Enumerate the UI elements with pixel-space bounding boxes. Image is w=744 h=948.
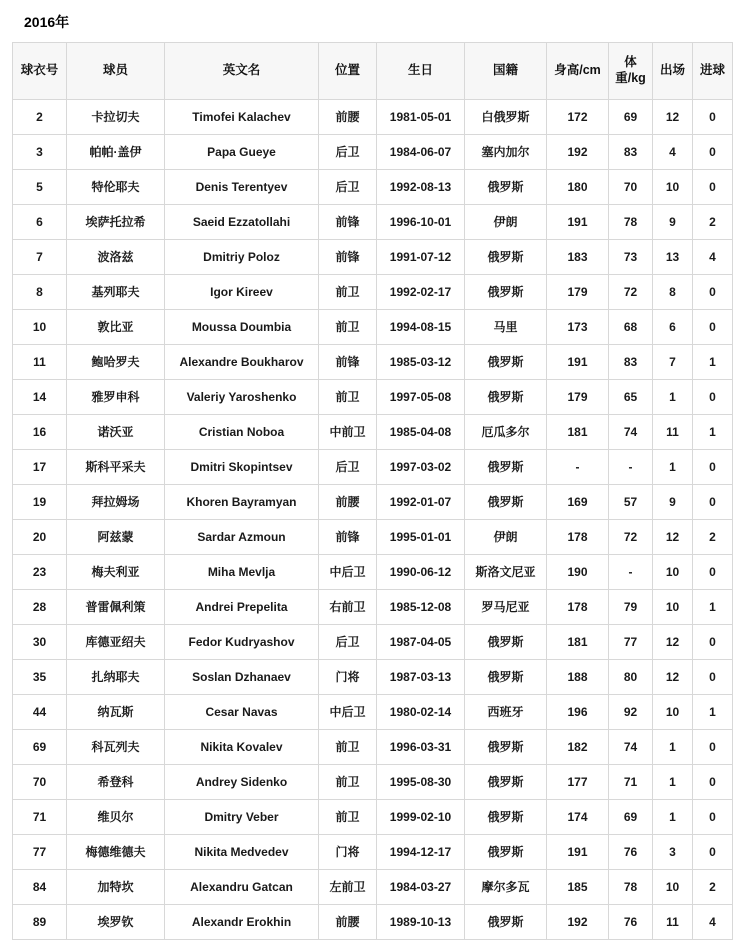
table-row — [13, 345, 733, 380]
table-row — [13, 835, 733, 870]
cell-position: 前锋 — [319, 240, 377, 275]
cell-appearances: 7 — [653, 345, 693, 380]
cell-weight: - — [609, 450, 653, 485]
cell-appearances: 8 — [653, 275, 693, 310]
cell-birthday: 1992-02-17 — [377, 275, 465, 310]
cell-position: 后卫 — [319, 625, 377, 660]
cell-height: 190 — [547, 555, 609, 590]
cell-english-name: Denis Terentyev — [165, 170, 319, 205]
cell-position: 左前卫 — [319, 870, 377, 905]
cell-weight: 77 — [609, 625, 653, 660]
table-row — [13, 100, 733, 135]
cell-goals: 0 — [693, 660, 733, 695]
cell-position: 中后卫 — [319, 695, 377, 730]
cell-height: 178 — [547, 520, 609, 555]
cell-birthday: 1985-03-12 — [377, 345, 465, 380]
cell-player: 敦比亚 — [67, 310, 165, 345]
cell-english-name: Andrey Sidenko — [165, 765, 319, 800]
cell-position: 后卫 — [319, 170, 377, 205]
cell-goals: 2 — [693, 870, 733, 905]
cell-appearances: 6 — [653, 310, 693, 345]
cell-player: 基列耶夫 — [67, 275, 165, 310]
cell-birthday: 1985-04-08 — [377, 415, 465, 450]
cell-shirt-number: 14 — [13, 380, 67, 415]
cell-goals: 0 — [693, 555, 733, 590]
cell-appearances: 10 — [653, 170, 693, 205]
cell-position: 前腰 — [319, 905, 377, 940]
roster-table — [12, 42, 733, 940]
table-row — [13, 450, 733, 485]
cell-height: 173 — [547, 310, 609, 345]
cell-position: 前卫 — [319, 765, 377, 800]
cell-height: 174 — [547, 800, 609, 835]
cell-english-name: Timofei Kalachev — [165, 100, 319, 135]
cell-birthday: 1995-01-01 — [377, 520, 465, 555]
cell-player: 雅罗申科 — [67, 380, 165, 415]
column-header-birthday: 生日 — [377, 43, 465, 100]
cell-height: 181 — [547, 415, 609, 450]
column-header-player: 球员 — [67, 43, 165, 100]
cell-player: 梅夫利亚 — [67, 555, 165, 590]
cell-weight: 70 — [609, 170, 653, 205]
cell-height: 178 — [547, 590, 609, 625]
cell-nationality: 俄罗斯 — [465, 765, 547, 800]
cell-height: 191 — [547, 835, 609, 870]
cell-weight: 65 — [609, 380, 653, 415]
cell-player: 诺沃亚 — [67, 415, 165, 450]
cell-birthday: 1989-10-13 — [377, 905, 465, 940]
table-row — [13, 660, 733, 695]
table-header-row — [13, 43, 733, 100]
cell-height: 192 — [547, 905, 609, 940]
cell-appearances: 13 — [653, 240, 693, 275]
table-row — [13, 905, 733, 940]
cell-appearances: 12 — [653, 625, 693, 660]
cell-goals: 0 — [693, 170, 733, 205]
cell-english-name: Saeid Ezzatollahi — [165, 205, 319, 240]
cell-appearances: 11 — [653, 905, 693, 940]
cell-birthday: 1999-02-10 — [377, 800, 465, 835]
cell-birthday: 1997-05-08 — [377, 380, 465, 415]
cell-nationality: 俄罗斯 — [465, 660, 547, 695]
cell-player: 维贝尔 — [67, 800, 165, 835]
cell-english-name: Alexandru Gatcan — [165, 870, 319, 905]
cell-goals: 4 — [693, 240, 733, 275]
table-row — [13, 485, 733, 520]
table-row — [13, 695, 733, 730]
cell-nationality: 俄罗斯 — [465, 730, 547, 765]
cell-weight: 92 — [609, 695, 653, 730]
cell-shirt-number: 10 — [13, 310, 67, 345]
cell-player: 波洛兹 — [67, 240, 165, 275]
cell-weight: 83 — [609, 135, 653, 170]
cell-weight: 71 — [609, 765, 653, 800]
cell-height: 185 — [547, 870, 609, 905]
table-row — [13, 310, 733, 345]
table-header — [13, 43, 733, 100]
cell-height: - — [547, 450, 609, 485]
cell-player: 特伦耶夫 — [67, 170, 165, 205]
cell-player: 库德亚绍夫 — [67, 625, 165, 660]
cell-player: 加特坎 — [67, 870, 165, 905]
cell-height: 191 — [547, 205, 609, 240]
cell-height: 183 — [547, 240, 609, 275]
cell-shirt-number: 30 — [13, 625, 67, 660]
cell-weight: 76 — [609, 905, 653, 940]
cell-shirt-number: 23 — [13, 555, 67, 590]
cell-weight: 57 — [609, 485, 653, 520]
cell-appearances: 1 — [653, 800, 693, 835]
cell-position: 前卫 — [319, 730, 377, 765]
cell-height: 188 — [547, 660, 609, 695]
cell-goals: 2 — [693, 520, 733, 555]
cell-birthday: 1994-08-15 — [377, 310, 465, 345]
cell-player: 斯科平采夫 — [67, 450, 165, 485]
cell-height: 182 — [547, 730, 609, 765]
cell-position: 前锋 — [319, 520, 377, 555]
cell-player: 科瓦列夫 — [67, 730, 165, 765]
cell-english-name: Dmitry Veber — [165, 800, 319, 835]
cell-height: 169 — [547, 485, 609, 520]
cell-goals: 0 — [693, 800, 733, 835]
cell-goals: 0 — [693, 835, 733, 870]
cell-appearances: 1 — [653, 380, 693, 415]
cell-birthday: 1987-04-05 — [377, 625, 465, 660]
cell-appearances: 10 — [653, 555, 693, 590]
cell-appearances: 10 — [653, 590, 693, 625]
cell-player: 阿兹蒙 — [67, 520, 165, 555]
cell-goals: 0 — [693, 275, 733, 310]
cell-weight: 80 — [609, 660, 653, 695]
cell-shirt-number: 3 — [13, 135, 67, 170]
cell-player: 埃萨托拉希 — [67, 205, 165, 240]
page-title: 2016年 — [24, 14, 70, 30]
cell-player: 扎纳耶夫 — [67, 660, 165, 695]
cell-shirt-number: 20 — [13, 520, 67, 555]
cell-nationality: 俄罗斯 — [465, 450, 547, 485]
cell-birthday: 1997-03-02 — [377, 450, 465, 485]
cell-weight: 83 — [609, 345, 653, 380]
cell-english-name: Dmitri Skopintsev — [165, 450, 319, 485]
cell-birthday: 1990-06-12 — [377, 555, 465, 590]
cell-weight: 78 — [609, 205, 653, 240]
cell-nationality: 罗马尼亚 — [465, 590, 547, 625]
column-header-goals: 进球 — [693, 43, 733, 100]
cell-player: 鲍哈罗夫 — [67, 345, 165, 380]
cell-birthday: 1992-01-07 — [377, 485, 465, 520]
cell-height: 196 — [547, 695, 609, 730]
cell-weight: 76 — [609, 835, 653, 870]
cell-weight: 72 — [609, 520, 653, 555]
cell-birthday: 1996-10-01 — [377, 205, 465, 240]
cell-weight: 74 — [609, 730, 653, 765]
cell-english-name: Alexandre Boukharov — [165, 345, 319, 380]
table-row — [13, 590, 733, 625]
cell-english-name: Cristian Noboa — [165, 415, 319, 450]
column-header-height: 身高/cm — [547, 43, 609, 100]
cell-english-name: Alexandr Erokhin — [165, 905, 319, 940]
cell-weight: 69 — [609, 800, 653, 835]
table-row — [13, 765, 733, 800]
table-row — [13, 800, 733, 835]
table-body — [13, 100, 733, 940]
cell-english-name: Andrei Prepelita — [165, 590, 319, 625]
cell-shirt-number: 8 — [13, 275, 67, 310]
cell-position: 前锋 — [319, 345, 377, 380]
table-row — [13, 555, 733, 590]
cell-english-name: Fedor Kudryashov — [165, 625, 319, 660]
cell-position: 后卫 — [319, 135, 377, 170]
cell-player: 梅德维德夫 — [67, 835, 165, 870]
cell-shirt-number: 16 — [13, 415, 67, 450]
cell-position: 后卫 — [319, 450, 377, 485]
cell-goals: 2 — [693, 205, 733, 240]
column-header-english-name: 英文名 — [165, 43, 319, 100]
cell-position: 门将 — [319, 835, 377, 870]
cell-shirt-number: 11 — [13, 345, 67, 380]
cell-position: 门将 — [319, 660, 377, 695]
cell-height: 192 — [547, 135, 609, 170]
cell-nationality: 俄罗斯 — [465, 170, 547, 205]
cell-birthday: 1985-12-08 — [377, 590, 465, 625]
cell-position: 前卫 — [319, 800, 377, 835]
cell-shirt-number: 44 — [13, 695, 67, 730]
cell-appearances: 10 — [653, 870, 693, 905]
table-row — [13, 275, 733, 310]
cell-height: 179 — [547, 275, 609, 310]
cell-shirt-number: 5 — [13, 170, 67, 205]
column-header-position: 位置 — [319, 43, 377, 100]
cell-english-name: Valeriy Yaroshenko — [165, 380, 319, 415]
cell-english-name: Igor Kireev — [165, 275, 319, 310]
cell-english-name: Nikita Kovalev — [165, 730, 319, 765]
cell-english-name: Soslan Dzhanaev — [165, 660, 319, 695]
cell-goals: 0 — [693, 485, 733, 520]
column-header-nationality: 国籍 — [465, 43, 547, 100]
cell-nationality: 西班牙 — [465, 695, 547, 730]
cell-weight: 72 — [609, 275, 653, 310]
table-row — [13, 870, 733, 905]
cell-appearances: 12 — [653, 100, 693, 135]
table-row — [13, 415, 733, 450]
cell-birthday: 1996-03-31 — [377, 730, 465, 765]
cell-appearances: 1 — [653, 450, 693, 485]
cell-nationality: 伊朗 — [465, 520, 547, 555]
cell-weight: 79 — [609, 590, 653, 625]
cell-english-name: Papa Gueye — [165, 135, 319, 170]
cell-english-name: Khoren Bayramyan — [165, 485, 319, 520]
cell-appearances: 3 — [653, 835, 693, 870]
column-header-weight: 体重/kg — [609, 43, 653, 100]
table-row — [13, 135, 733, 170]
cell-position: 中前卫 — [319, 415, 377, 450]
cell-birthday: 1980-02-14 — [377, 695, 465, 730]
cell-weight: 74 — [609, 415, 653, 450]
cell-goals: 0 — [693, 135, 733, 170]
cell-height: 191 — [547, 345, 609, 380]
cell-nationality: 俄罗斯 — [465, 345, 547, 380]
cell-birthday: 1991-07-12 — [377, 240, 465, 275]
cell-position: 前锋 — [319, 205, 377, 240]
cell-player: 希登科 — [67, 765, 165, 800]
cell-goals: 0 — [693, 100, 733, 135]
cell-birthday: 1984-06-07 — [377, 135, 465, 170]
cell-position: 中后卫 — [319, 555, 377, 590]
cell-goals: 4 — [693, 905, 733, 940]
cell-nationality: 俄罗斯 — [465, 485, 547, 520]
cell-appearances: 9 — [653, 205, 693, 240]
cell-shirt-number: 7 — [13, 240, 67, 275]
cell-nationality: 俄罗斯 — [465, 835, 547, 870]
cell-birthday: 1984-03-27 — [377, 870, 465, 905]
cell-english-name: Sardar Azmoun — [165, 520, 319, 555]
cell-nationality: 白俄罗斯 — [465, 100, 547, 135]
cell-player: 普雷佩利策 — [67, 590, 165, 625]
cell-goals: 0 — [693, 450, 733, 485]
cell-shirt-number: 77 — [13, 835, 67, 870]
cell-weight: 78 — [609, 870, 653, 905]
cell-shirt-number: 35 — [13, 660, 67, 695]
cell-appearances: 1 — [653, 765, 693, 800]
cell-weight: - — [609, 555, 653, 590]
cell-height: 177 — [547, 765, 609, 800]
cell-weight: 73 — [609, 240, 653, 275]
table-row — [13, 240, 733, 275]
cell-nationality: 俄罗斯 — [465, 380, 547, 415]
cell-shirt-number: 69 — [13, 730, 67, 765]
cell-nationality: 俄罗斯 — [465, 905, 547, 940]
cell-height: 172 — [547, 100, 609, 135]
cell-shirt-number: 19 — [13, 485, 67, 520]
table-row — [13, 170, 733, 205]
cell-goals: 0 — [693, 730, 733, 765]
cell-nationality: 俄罗斯 — [465, 800, 547, 835]
cell-shirt-number: 84 — [13, 870, 67, 905]
cell-nationality: 马里 — [465, 310, 547, 345]
cell-height: 179 — [547, 380, 609, 415]
cell-goals: 1 — [693, 695, 733, 730]
cell-player: 拜拉姆场 — [67, 485, 165, 520]
cell-goals: 1 — [693, 345, 733, 380]
table-row — [13, 520, 733, 555]
cell-appearances: 12 — [653, 660, 693, 695]
cell-shirt-number: 28 — [13, 590, 67, 625]
table-row — [13, 205, 733, 240]
cell-weight: 69 — [609, 100, 653, 135]
cell-english-name: Moussa Doumbia — [165, 310, 319, 345]
column-header-shirt-number: 球衣号 — [13, 43, 67, 100]
cell-nationality: 俄罗斯 — [465, 240, 547, 275]
cell-goals: 0 — [693, 765, 733, 800]
cell-position: 前卫 — [319, 275, 377, 310]
cell-appearances: 4 — [653, 135, 693, 170]
cell-nationality: 伊朗 — [465, 205, 547, 240]
cell-birthday: 1995-08-30 — [377, 765, 465, 800]
cell-position: 右前卫 — [319, 590, 377, 625]
cell-appearances: 12 — [653, 520, 693, 555]
cell-english-name: Miha Mevlja — [165, 555, 319, 590]
cell-appearances: 1 — [653, 730, 693, 765]
cell-goals: 0 — [693, 625, 733, 660]
cell-nationality: 斯洛文尼亚 — [465, 555, 547, 590]
column-header-appearances: 出场 — [653, 43, 693, 100]
cell-english-name: Dmitriy Poloz — [165, 240, 319, 275]
cell-birthday: 1981-05-01 — [377, 100, 465, 135]
cell-height: 180 — [547, 170, 609, 205]
cell-appearances: 11 — [653, 415, 693, 450]
cell-birthday: 1994-12-17 — [377, 835, 465, 870]
cell-birthday: 1987-03-13 — [377, 660, 465, 695]
cell-position: 前腰 — [319, 485, 377, 520]
cell-player: 纳瓦斯 — [67, 695, 165, 730]
cell-nationality: 厄瓜多尔 — [465, 415, 547, 450]
cell-player: 埃罗钦 — [67, 905, 165, 940]
cell-height: 181 — [547, 625, 609, 660]
cell-birthday: 1992-08-13 — [377, 170, 465, 205]
cell-shirt-number: 71 — [13, 800, 67, 835]
cell-shirt-number: 2 — [13, 100, 67, 135]
table-row — [13, 625, 733, 660]
cell-shirt-number: 89 — [13, 905, 67, 940]
cell-appearances: 10 — [653, 695, 693, 730]
cell-english-name: Cesar Navas — [165, 695, 319, 730]
cell-player: 卡拉切夫 — [67, 100, 165, 135]
cell-position: 前卫 — [319, 310, 377, 345]
table-row — [13, 730, 733, 765]
cell-nationality: 塞内加尔 — [465, 135, 547, 170]
cell-english-name: Nikita Medvedev — [165, 835, 319, 870]
cell-nationality: 俄罗斯 — [465, 275, 547, 310]
table-row — [13, 380, 733, 415]
cell-player: 帕帕·盖伊 — [67, 135, 165, 170]
cell-goals: 0 — [693, 380, 733, 415]
cell-goals: 0 — [693, 310, 733, 345]
cell-shirt-number: 70 — [13, 765, 67, 800]
cell-shirt-number: 6 — [13, 205, 67, 240]
cell-nationality: 俄罗斯 — [465, 625, 547, 660]
cell-position: 前卫 — [319, 380, 377, 415]
cell-goals: 1 — [693, 590, 733, 625]
cell-goals: 1 — [693, 415, 733, 450]
cell-nationality: 摩尔多瓦 — [465, 870, 547, 905]
cell-shirt-number: 17 — [13, 450, 67, 485]
cell-position: 前腰 — [319, 100, 377, 135]
cell-weight: 68 — [609, 310, 653, 345]
cell-appearances: 9 — [653, 485, 693, 520]
